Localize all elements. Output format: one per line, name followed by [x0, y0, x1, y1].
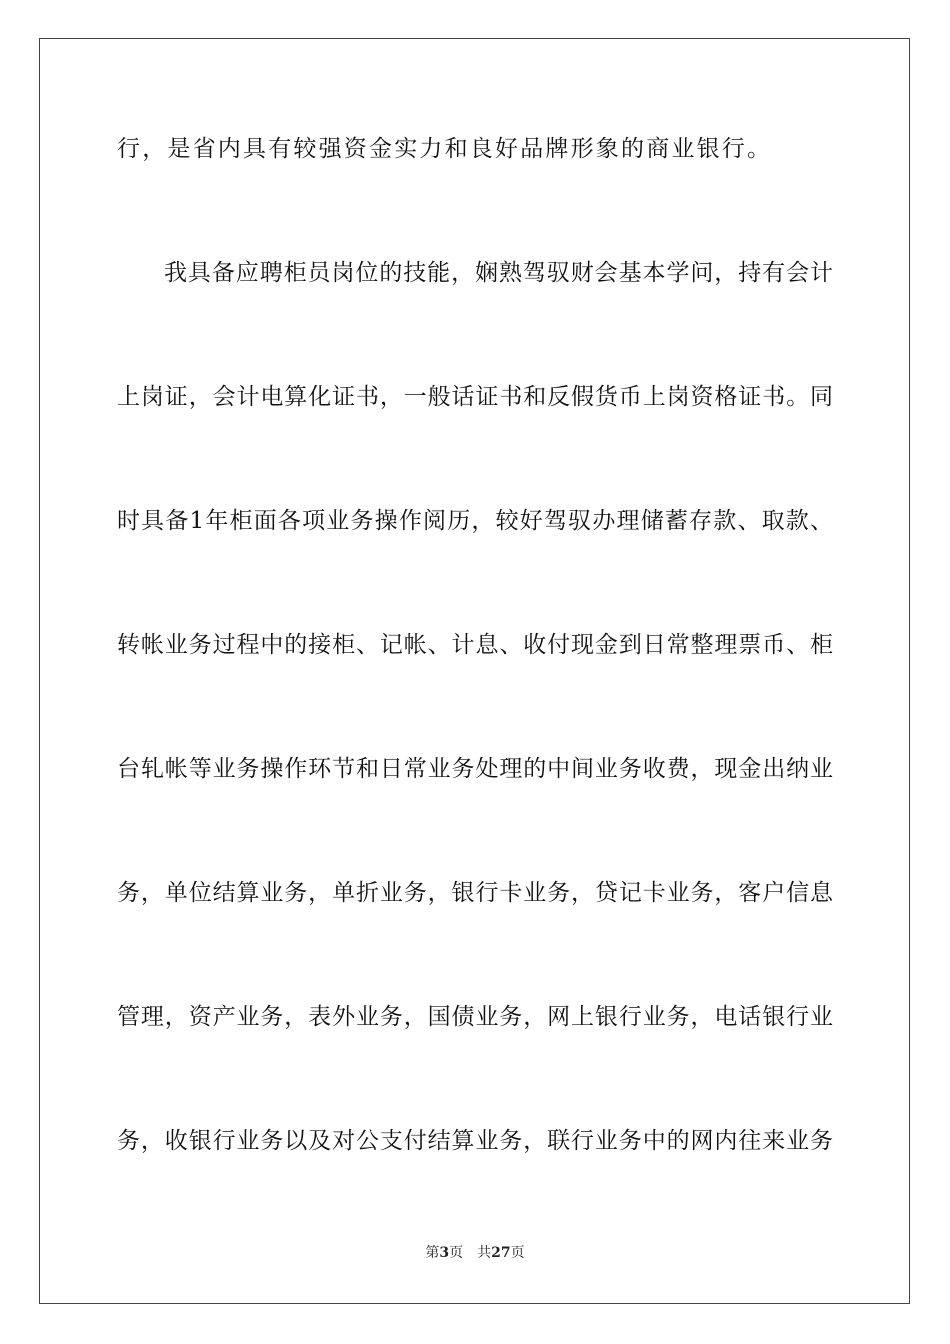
- text-line-9: 务，收银行业务以及对公支付结算业务，联行业务中的网内往来业务: [117, 1128, 833, 1154]
- text-line-4: 时具备1年柜面各项业务操作阅历，较好驾驭办理储蓄存款、取款、: [117, 508, 833, 534]
- text-line-7: 务，单位结算业务，单折业务，银行卡业务，贷记卡业务，客户信息: [117, 880, 833, 906]
- text-line-5: 转帐业务过程中的接柜、记帐、计息、收付现金到日常整理票币、柜: [117, 632, 833, 658]
- page-prefix: 第: [425, 1245, 440, 1261]
- page-number: 3: [439, 1245, 450, 1261]
- text-line-1: 行，是省内具有较强资金实力和良好品牌形象的商业银行。: [117, 136, 773, 162]
- text-line-2: 我具备应聘柜员岗位的技能，娴熟驾驭财会基本学问，持有会计: [164, 260, 833, 286]
- text-line-6: 台轧帐等业务操作环节和日常业务处理的中间业务收费，现金出纳业: [117, 756, 833, 782]
- total-prefix: 共: [477, 1245, 492, 1261]
- total-pages: 27: [491, 1245, 511, 1261]
- page-footer: [0, 1244, 950, 1262]
- page-suffix: 页: [449, 1245, 464, 1261]
- total-suffix: 页: [510, 1245, 525, 1261]
- text-line-3: 上岗证，会计电算化证书，一般话证书和反假货币上岗资格证书。同: [117, 384, 833, 410]
- text-line-8: 管理，资产业务，表外业务，国债业务，网上银行业务，电话银行业: [117, 1004, 833, 1030]
- page-border: [39, 38, 910, 1304]
